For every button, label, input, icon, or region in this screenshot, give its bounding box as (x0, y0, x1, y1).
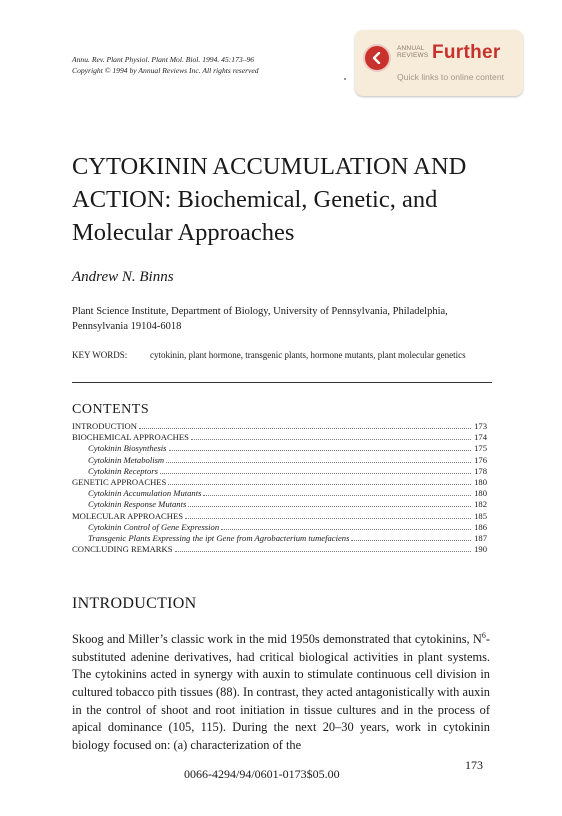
toc-leader-dots (203, 495, 471, 496)
article-title (72, 150, 512, 249)
title-line-3: Molecular Approaches (72, 219, 295, 246)
toc-entry-page: 173 (474, 421, 487, 431)
toc-entry[interactable] (72, 522, 487, 533)
banner-brand (397, 45, 437, 59)
toc-entry[interactable] (72, 499, 487, 510)
toc-entry-label: Cytokinin Biosynthesis (88, 443, 167, 454)
toc-entry-page: 180 (474, 477, 487, 488)
toc-entry-label: BIOCHEMICAL APPROACHES (72, 432, 189, 443)
citation-journal: Annu. Rev. Plant Physiol. Plant Mol. Biol. 1994. 45:173–96 (72, 55, 255, 64)
toc-entry-label: Cytokinin Control of Gene Expression (88, 521, 220, 532)
introduction-body (72, 627, 490, 754)
banner-tagline: Quick links to online content (397, 72, 505, 82)
article-code: 0066-4294/94/0601-0173$05.00 (184, 767, 340, 781)
toc-entry-page: 187 (474, 533, 487, 544)
toc-entry[interactable] (72, 488, 487, 499)
toc-entry-page: 176 (474, 454, 487, 465)
toc-entry[interactable] (72, 455, 487, 466)
toc-leader-dots (221, 529, 471, 530)
toc-entry-page: 180 (474, 488, 487, 499)
toc-entry-page: 174 (474, 432, 487, 443)
title-line-1: CYTOKININ ACCUMULATION AND (72, 153, 467, 180)
toc-leader-dots (169, 450, 472, 451)
toc-leader-dots (188, 506, 471, 507)
banner-annual-text: ANNUAL (397, 45, 425, 52)
toc-entry[interactable] (72, 533, 487, 544)
toc-leader-dots (175, 551, 472, 552)
toc-entry-label: CONCLUDING REMARKS (72, 544, 173, 555)
banner-further-text: Further (432, 42, 501, 63)
toc-entry-page: 186 (474, 521, 487, 532)
toc-entry[interactable] (72, 421, 487, 432)
toc-leader-dots (191, 439, 471, 440)
toc-entry-page: 185 (474, 510, 487, 521)
toc-leader-dots (351, 540, 471, 541)
toc-entry-label: INTRODUCTION (72, 421, 137, 431)
toc-entry-page: 182 (474, 499, 487, 510)
toc-entry[interactable] (72, 443, 487, 454)
page-number: 173 (465, 758, 483, 772)
toc-entry-label: MOLECULAR APPROACHES (72, 510, 184, 521)
toc-leader-dots (160, 473, 471, 474)
toc-entry-label: Cytokinin Metabolism (88, 454, 165, 465)
author-affiliation: Plant Science Institute, Department of Biology, University of Pennsylvania, Philadelphia, Pennsylvania 19104-6018 (72, 306, 448, 332)
toc-leader-dots (168, 484, 471, 485)
contents-heading: CONTENTS (72, 402, 150, 417)
toc-leader-dots (139, 428, 471, 429)
toc-entry[interactable] (72, 511, 487, 522)
keywords-label: KEY WORDS: (72, 350, 128, 360)
toc-entry[interactable] (72, 477, 487, 488)
toc-entry-page: 190 (474, 544, 487, 555)
toc-leader-dots (185, 518, 471, 519)
introduction-paragraph: Skoog and Miller’s classic work in the mid 1950s demonstrated that cytokinins, $N^6$-substituted adenine derivatives, had critical biological activities in plant systems. The cytokinins acted in synergy with auxin to stimulate continuous cell division in cultured tobacco pith tissues (88). In contrast, they acted antagonistically with auxin in the control of shoot and root initiation in tissue cultures and in the process of apical dominance (105, 115). During the next 20–30 years, work in cytokinin biology focused on: (a) characterization of the (72, 631, 490, 752)
citation-block (72, 54, 352, 76)
toc-entry-label: Cytokinin Accumulation Mutants (88, 488, 202, 499)
toc-leader-dots (166, 462, 471, 463)
toc-entry-label: GENETIC APPROACHES (72, 477, 167, 488)
toc-entry[interactable] (72, 466, 487, 477)
title-line-2: ACTION: Biochemical, Genetic, and (72, 186, 438, 213)
toc-entry-label: Cytokinin Receptors (88, 465, 158, 476)
banner-reviews-text: REVIEWS (397, 52, 429, 59)
introduction-heading: INTRODUCTION (72, 595, 197, 612)
toc-entry-label: Transgenic Plants Expressing the ipt Gene from Agrobacterium tumefaciens (88, 533, 350, 544)
chevron-left-icon (365, 46, 389, 70)
annual-reviews-further-banner[interactable] (355, 30, 523, 96)
keywords-list: cytokinin, plant hormone, transgenic plants, hormone mutants, plant molecular genetics (150, 350, 466, 360)
stray-mark (344, 78, 346, 80)
toc-entry-page: 175 (474, 443, 487, 454)
divider-rule (72, 382, 492, 383)
author-name: Andrew N. Binns (72, 269, 174, 285)
table-of-contents (72, 421, 487, 555)
toc-entry[interactable] (72, 432, 487, 443)
toc-entry[interactable] (72, 544, 487, 555)
toc-entry-label: Cytokinin Response Mutants (88, 499, 187, 510)
toc-entry-page: 178 (474, 465, 487, 476)
citation-copyright: Copyright © 1994 by Annual Reviews Inc. All rights reserved (72, 66, 259, 75)
